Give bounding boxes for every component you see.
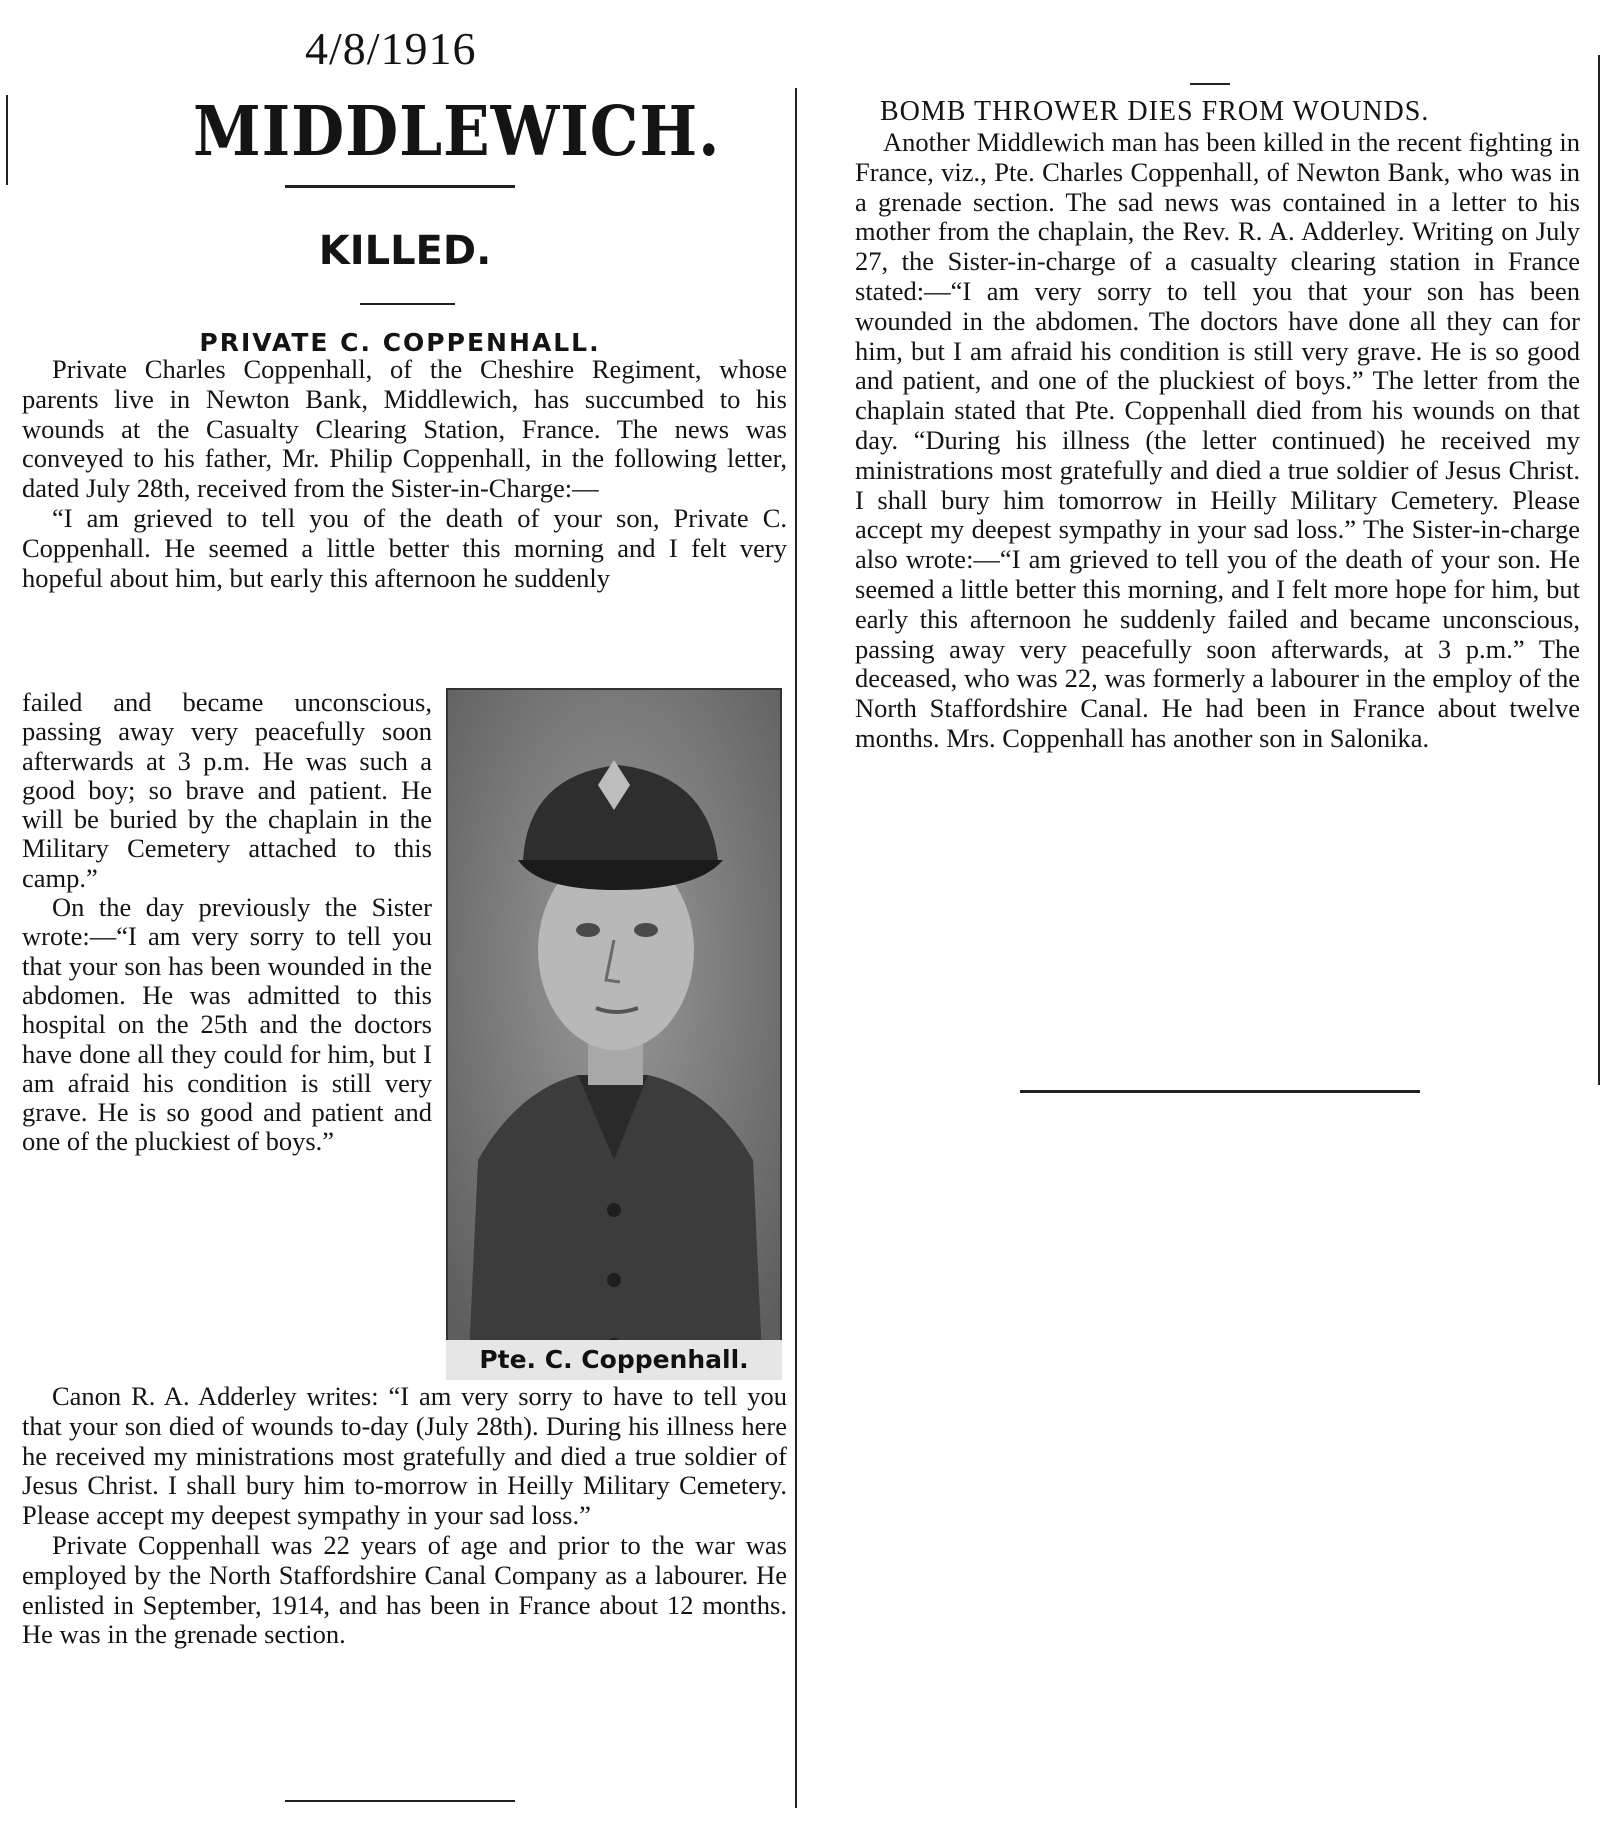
masthead-title: MIDDLEWICH. [193, 92, 721, 172]
right-article-heading: BOMB THROWER DIES FROM WOUNDS. [880, 96, 1430, 127]
portrait-illustration [448, 690, 780, 1378]
right-top-rule [1190, 83, 1230, 85]
left-end-rule [285, 1800, 515, 1802]
canon-letter-paragraph: Canon R. A. Adderley writes: “I am very sorry to have to tell you that your son died of wounds to-day (July 28th). During his illness here he received my ministrations most gratefully and died a true soldier of Jesus Christ. I shall bury him to-morrow in Heilly Military Cemetery. Please accept my deepest sympathy in your sad loss.” [22, 1381, 787, 1531]
letter-paragraph-start: “I am grieved to tell you of the death of your son, Private C. Coppenhall. He seemed a little better this morning and I felt very hopeful about him, but early this afternoon he suddenly [22, 502, 787, 593]
right-article-body [855, 128, 1580, 754]
right-article-paragraph: Another Middlewich man has been killed in the recent fighting in France, viz., Pte. Charles Coppenhall, of Newton Bank, who was in a grenade section. The sad news was contained in a letter to his mother from the chaplain, the Rev. R. A. Adderley. Writing on July 27, the Sister-in-charge of a casualty clearing station in France stated:—“I am very sorry to tell you that your son has been wounded in the abdomen. The doctors have done all they can for him, but I am afraid his condition is still very grave. He is so good and patient, and one of the pluckiest of boys.” The letter from the chaplain stated that Pte. Coppenhall died from his wounds on that day. “During his illness (the letter continued) he received my ministrations most gratefully and died a true soldier of Jesus Christ. I shall bury him tomorrow in Heilly Military Cemetery. Please accept my deepest sympathy in your sad loss.” The Sister-in-charge also wrote:—“I am grieved to tell you of the death of your son. He seemed a little better this morning, and I felt more hope for him, but early this afternoon he suddenly failed and became unconscious, passing away very peacefully soon afterwards, at 3 p.m.” The deceased, who was 22, was formerly a labourer in the employ of the North Staffordshire Canal. He had been in France about twelve months. Mrs. Coppenhall has another son in Salonika. [855, 127, 1580, 753]
article-subhead: PRIVATE C. COPPENHALL. [199, 328, 601, 357]
previous-day-paragraph: On the day previously the Sister wrote:—“I am very sorry to tell you that your son has been wounded in the abdomen. He was admitted to this hospital on the 25th and the doctors have done all they could for him, but I am afraid his condition is still very grave. He is so good and patient and one of the pluckiest of boys.” [22, 892, 432, 1157]
masthead-rule [285, 185, 515, 188]
photo-caption: Pte. C. Coppenhall. [446, 1340, 782, 1380]
section-heading: KILLED. [318, 228, 492, 274]
left-article-opening [22, 355, 787, 593]
clipping-date: 4/8/1916 [305, 23, 477, 74]
right-end-rule [1020, 1090, 1420, 1093]
left-article-closing [22, 1382, 787, 1650]
intro-paragraph: Private Charles Coppenhall, of the Cheshire Regiment, whose parents live in Newton Bank, Middlewich, has succumbed to his wounds at the Casualty Clearing Station, France. The news was conveyed to his father, Mr. Philip Coppenhall, in the following letter, dated July 28th, received from the Sister-in-Charge:— [22, 354, 787, 504]
left-article-wrapped-text [22, 688, 432, 1157]
section-rule [360, 303, 455, 305]
biography-paragraph: Private Coppenhall was 22 years of age and prior to the war was employed by the North Staffordshire Canal Company as a labourer. He enlisted in September, 1914, and has been in France about 12 months. He was in the grenade section. [22, 1529, 787, 1650]
right-edge-rule [1598, 55, 1600, 1085]
soldier-portrait-photo [446, 688, 782, 1380]
column-divider [795, 88, 797, 1808]
letter-paragraph-continued: failed and became unconscious, passing away very peacefully soon afterwards at 3 p.m. He was such a good boy; so brave and patient. He will be buried by the chaplain in the Military Cemetery attached to this camp.” [22, 687, 432, 893]
left-edge-rule [6, 95, 8, 185]
